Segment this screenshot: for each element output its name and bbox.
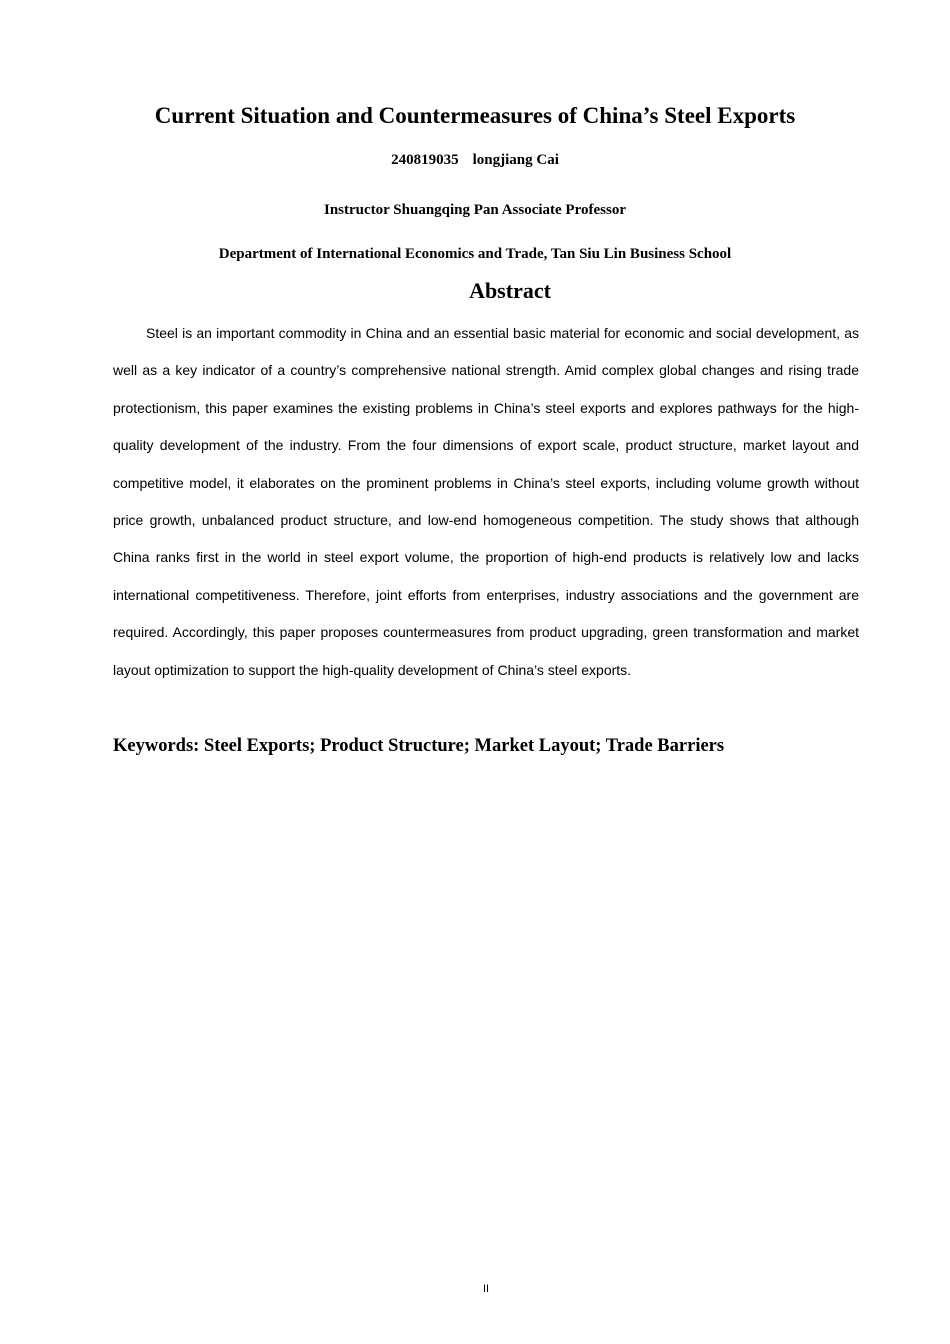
abstract-heading: Abstract [469, 278, 551, 303]
author-name: longjiang Cai [472, 152, 559, 168]
department-line: Department of International Economics and Trade, Tan Siu Lin Business School [218, 246, 732, 262]
author-line [0, 150, 950, 170]
student-id: 240819035 [391, 152, 459, 168]
instructor-line: Instructor Shuangqing Pan Associate Professor [324, 202, 626, 218]
keywords-line: Keywords: Steel Exports; Product Structure; Market Layout; Trade Barriers [113, 736, 725, 756]
paper-title: Current Situation and Countermeasures of China’s Steel Exports [154, 103, 796, 128]
page-number: II [482, 1283, 490, 1295]
abstract-body: Steel is an important commodity in China and an essential basic material for economic and social development, as well as a key indicator of a country’s comprehensive national strength. Amid complex global changes and rising trade protectionism, this paper examines the existing problems in China’s steel exports and explores pathways for the high-quality development of the industry. From the four dimensions of export scale, product structure, market layout and competitive model, it elaborates on the prominent problems in China’s steel exports, including volume growth without price growth, unbalanced product structure, and low-end homogeneous competition. The study shows that although China ranks first in the world in steel export volume, the proportion of high-end products is relatively low and lacks international competitiveness. Therefore, joint efforts from enterprises, industry associations and the government are required. Accordingly, this paper proposes countermeasures from product upgrading, green transformation and market layout optimization to support the high-quality development of China’s steel exports. [113, 325, 859, 678]
